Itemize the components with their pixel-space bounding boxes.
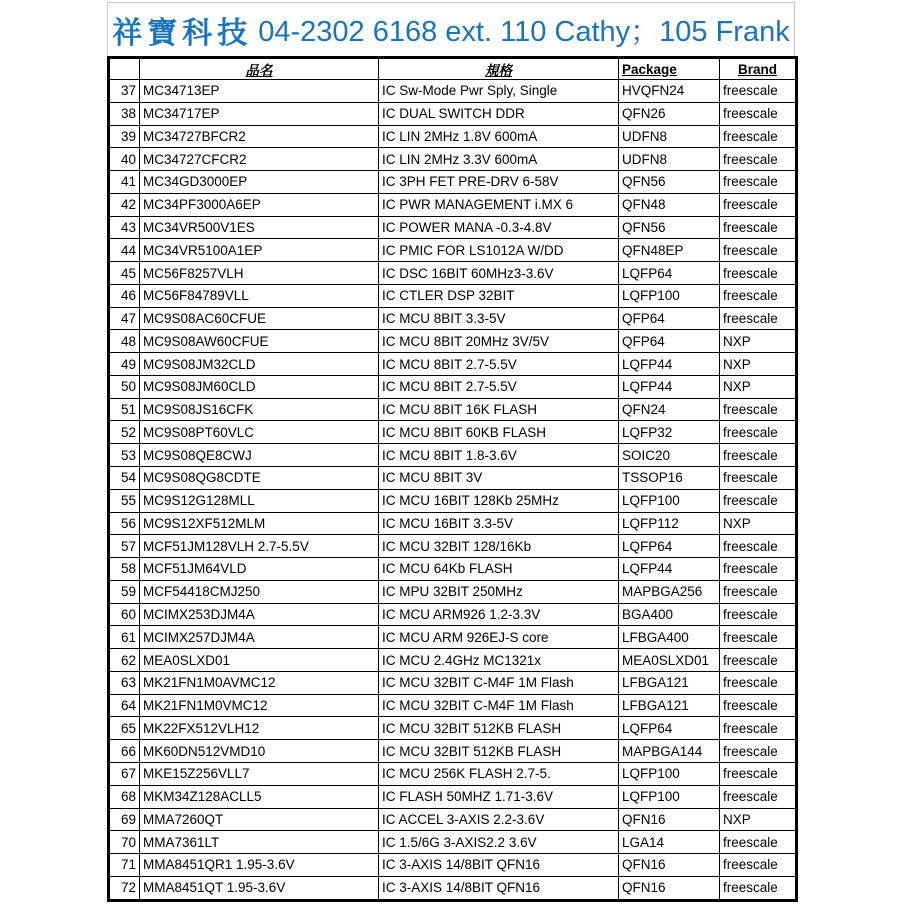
part-package: BGA400 — [619, 603, 720, 626]
row-number: 44 — [109, 239, 140, 262]
part-brand: freescale — [720, 307, 797, 330]
table-row — [109, 125, 797, 148]
part-spec: IC CTLER DSP 32BIT — [379, 284, 619, 307]
part-brand: freescale — [720, 626, 797, 649]
row-number: 64 — [109, 694, 140, 717]
part-name: MC34727BFCR2 — [140, 125, 379, 148]
part-name: MCIMX257DJM4A — [140, 626, 379, 649]
part-name: MMA8451QR1 1.95-3.6V — [140, 854, 379, 877]
part-brand: freescale — [720, 558, 797, 581]
row-number: 52 — [109, 421, 140, 444]
part-brand: freescale — [720, 102, 797, 125]
part-name: MC9S08PT60VLC — [140, 421, 379, 444]
table-row — [109, 216, 797, 239]
part-package: LQFP44 — [619, 558, 720, 581]
part-package: MAPBGA256 — [619, 580, 720, 603]
part-name: MC9S08JS16CFK — [140, 398, 379, 421]
row-number: 57 — [109, 535, 140, 558]
part-name: MC9S08JM60CLD — [140, 375, 379, 398]
part-package: LFBGA400 — [619, 626, 720, 649]
table-row — [109, 307, 797, 330]
part-spec: IC 3-AXIS 14/8BIT QFN16 — [379, 876, 619, 900]
row-number: 39 — [109, 125, 140, 148]
table-row — [109, 740, 797, 763]
part-name: MCF51JM128VLH 2.7-5.5V — [140, 535, 379, 558]
part-brand: NXP — [720, 512, 797, 535]
part-package: QFN48EP — [619, 239, 720, 262]
part-spec: IC FLASH 50MHZ 1.71-3.6V — [379, 785, 619, 808]
row-number: 59 — [109, 580, 140, 603]
part-package: QFN56 — [619, 171, 720, 194]
part-spec: IC LIN 2MHz 1.8V 600mA — [379, 125, 619, 148]
part-package: MEA0SLXD01 — [619, 649, 720, 672]
part-name: MMA7260QT — [140, 808, 379, 831]
part-name: MC56F8257VLH — [140, 262, 379, 285]
table-row — [109, 808, 797, 831]
part-spec: IC MCU 2.4GHz MC1321x — [379, 649, 619, 672]
part-name: MC34727CFCR2 — [140, 148, 379, 171]
row-number: 49 — [109, 353, 140, 376]
part-name: MC34PF3000A6EP — [140, 193, 379, 216]
row-number: 41 — [109, 171, 140, 194]
part-package: LQFP100 — [619, 284, 720, 307]
table-row — [109, 375, 797, 398]
part-brand: freescale — [720, 740, 797, 763]
part-spec: IC MCU 16BIT 3.3-5V — [379, 512, 619, 535]
part-spec: IC MCU ARM926 1.2-3.3V — [379, 603, 619, 626]
part-brand: freescale — [720, 831, 797, 854]
part-brand: NXP — [720, 808, 797, 831]
part-name: MC9S12G128MLL — [140, 489, 379, 512]
table-row — [109, 694, 797, 717]
part-package: LFBGA121 — [619, 694, 720, 717]
part-package: QFN16 — [619, 808, 720, 831]
page-title — [107, 2, 795, 56]
part-spec: IC POWER MANA -0.3-4.8V — [379, 216, 619, 239]
part-spec: IC MCU 8BIT 3V — [379, 467, 619, 490]
part-spec: IC 1.5/6G 3-AXIS2.2 3.6V — [379, 831, 619, 854]
table-row — [109, 535, 797, 558]
header-brand: Brand — [720, 58, 797, 80]
row-number: 37 — [109, 80, 140, 103]
contact-info: 04-2302 6168 ext. 110 Cathy；105 Frank — [258, 16, 790, 48]
table-header-row — [109, 58, 797, 80]
part-package: HVQFN24 — [619, 80, 720, 103]
part-name: MC9S08AW60CFUE — [140, 330, 379, 353]
part-package: QFN24 — [619, 398, 720, 421]
part-name: MC9S08QG8CDTE — [140, 467, 379, 490]
table-row — [109, 444, 797, 467]
part-name: MKM34Z128ACLL5 — [140, 785, 379, 808]
table-row — [109, 421, 797, 444]
part-spec: IC 3PH FET PRE-DRV 6-58V — [379, 171, 619, 194]
part-name: MC9S08JM32CLD — [140, 353, 379, 376]
row-number: 56 — [109, 512, 140, 535]
row-number: 42 — [109, 193, 140, 216]
part-spec: IC MCU 8BIT 60KB FLASH — [379, 421, 619, 444]
part-package: LQFP32 — [619, 421, 720, 444]
part-spec: IC MCU 32BIT 512KB FLASH — [379, 740, 619, 763]
header-row-number — [109, 58, 140, 80]
part-name: MC9S12XF512MLM — [140, 512, 379, 535]
part-name: MMA8451QT 1.95-3.6V — [140, 876, 379, 900]
table-row — [109, 467, 797, 490]
part-package: LQFP100 — [619, 762, 720, 785]
part-brand: freescale — [720, 876, 797, 900]
part-brand: freescale — [720, 535, 797, 558]
part-name: MMA7361LT — [140, 831, 379, 854]
part-brand: freescale — [720, 603, 797, 626]
table-row — [109, 876, 797, 900]
part-package: LGA14 — [619, 831, 720, 854]
part-spec: IC PMIC FOR LS1012A W/DD — [379, 239, 619, 262]
part-name: MC34VR500V1ES — [140, 216, 379, 239]
table-row — [109, 102, 797, 125]
part-name: MK21FN1M0AVMC12 — [140, 671, 379, 694]
part-brand: freescale — [720, 717, 797, 740]
part-spec: IC MPU 32BIT 250MHz — [379, 580, 619, 603]
part-brand: freescale — [720, 762, 797, 785]
part-spec: IC MCU 32BIT C-M4F 1M Flash — [379, 671, 619, 694]
table-row — [109, 558, 797, 581]
part-brand: freescale — [720, 444, 797, 467]
row-number: 66 — [109, 740, 140, 763]
row-number: 69 — [109, 808, 140, 831]
part-brand: freescale — [720, 671, 797, 694]
part-spec: IC DSC 16BIT 60MHz3-3.6V — [379, 262, 619, 285]
part-package: LQFP100 — [619, 785, 720, 808]
part-spec: IC 3-AXIS 14/8BIT QFN16 — [379, 854, 619, 877]
part-spec: IC MCU 8BIT 1.8-3.6V — [379, 444, 619, 467]
row-number: 43 — [109, 216, 140, 239]
part-spec: IC MCU 32BIT C-M4F 1M Flash — [379, 694, 619, 717]
part-name: MK21FN1M0VMC12 — [140, 694, 379, 717]
table-row — [109, 330, 797, 353]
part-name: MC9S08QE8CWJ — [140, 444, 379, 467]
table-row — [109, 603, 797, 626]
part-brand: NXP — [720, 375, 797, 398]
parts-table — [107, 56, 798, 902]
part-brand: NXP — [720, 353, 797, 376]
part-package: QFN16 — [619, 876, 720, 900]
header-part-name: 品名 — [140, 58, 379, 80]
part-brand: freescale — [720, 467, 797, 490]
part-brand: freescale — [720, 148, 797, 171]
header-package: Package — [619, 58, 720, 80]
part-brand: freescale — [720, 284, 797, 307]
part-package: SOIC20 — [619, 444, 720, 467]
part-spec: IC MCU 64Kb FLASH — [379, 558, 619, 581]
row-number: 67 — [109, 762, 140, 785]
row-number: 72 — [109, 876, 140, 900]
part-brand: freescale — [720, 489, 797, 512]
part-package: MAPBGA144 — [619, 740, 720, 763]
table-row — [109, 171, 797, 194]
part-brand: freescale — [720, 421, 797, 444]
part-package: LQFP100 — [619, 489, 720, 512]
part-package: QFP64 — [619, 330, 720, 353]
part-spec: IC Sw-Mode Pwr Sply, Single — [379, 80, 619, 103]
part-spec: IC MCU 8BIT 20MHz 3V/5V — [379, 330, 619, 353]
part-spec: IC MCU 32BIT 512KB FLASH — [379, 717, 619, 740]
row-number: 61 — [109, 626, 140, 649]
part-brand: freescale — [720, 239, 797, 262]
part-spec: IC MCU 8BIT 2.7-5.5V — [379, 353, 619, 376]
part-name: MC34VR5100A1EP — [140, 239, 379, 262]
row-number: 46 — [109, 284, 140, 307]
part-package: LQFP64 — [619, 262, 720, 285]
price-list-sheet — [107, 2, 795, 902]
row-number: 50 — [109, 375, 140, 398]
part-spec: IC ACCEL 3-AXIS 2.2-3.6V — [379, 808, 619, 831]
part-spec: IC PWR MANAGEMENT i.MX 6 — [379, 193, 619, 216]
part-spec: IC MCU 8BIT 3.3-5V — [379, 307, 619, 330]
part-brand: freescale — [720, 80, 797, 103]
table-row — [109, 353, 797, 376]
table-row — [109, 193, 797, 216]
row-number: 47 — [109, 307, 140, 330]
part-name: MC9S08AC60CFUE — [140, 307, 379, 330]
table-row — [109, 398, 797, 421]
part-brand: freescale — [720, 262, 797, 285]
table-row — [109, 148, 797, 171]
part-name: MC34713EP — [140, 80, 379, 103]
part-name: MC34717EP — [140, 102, 379, 125]
company-name: 祥寶科技 — [112, 15, 253, 51]
row-number: 65 — [109, 717, 140, 740]
table-row — [109, 80, 797, 103]
part-name: MC56F84789VLL — [140, 284, 379, 307]
row-number: 48 — [109, 330, 140, 353]
part-brand: freescale — [720, 694, 797, 717]
part-spec: IC MCU 16BIT 128Kb 25MHz — [379, 489, 619, 512]
part-brand: freescale — [720, 785, 797, 808]
row-number: 62 — [109, 649, 140, 672]
part-brand: freescale — [720, 398, 797, 421]
part-package: QFN56 — [619, 216, 720, 239]
header-spec: 規格 — [379, 58, 619, 80]
part-name: MK22FX512VLH12 — [140, 717, 379, 740]
part-package: QFN26 — [619, 102, 720, 125]
table-row — [109, 831, 797, 854]
part-spec: IC MCU 8BIT 16K FLASH — [379, 398, 619, 421]
part-package: QFP64 — [619, 307, 720, 330]
table-row — [109, 762, 797, 785]
row-number: 71 — [109, 854, 140, 877]
part-package: LQFP44 — [619, 353, 720, 376]
table-row — [109, 284, 797, 307]
part-package: LFBGA121 — [619, 671, 720, 694]
part-name: MEA0SLXD01 — [140, 649, 379, 672]
table-row — [109, 717, 797, 740]
table-row — [109, 489, 797, 512]
part-spec: IC MCU 32BIT 128/16Kb — [379, 535, 619, 558]
part-brand: freescale — [720, 854, 797, 877]
part-name: MKE15Z256VLL7 — [140, 762, 379, 785]
part-package: QFN48 — [619, 193, 720, 216]
part-brand: freescale — [720, 649, 797, 672]
row-number: 45 — [109, 262, 140, 285]
table-row — [109, 262, 797, 285]
part-name: MC34GD3000EP — [140, 171, 379, 194]
table-row — [109, 785, 797, 808]
row-number: 38 — [109, 102, 140, 125]
part-brand: NXP — [720, 330, 797, 353]
table-row — [109, 239, 797, 262]
part-package: LQFP64 — [619, 717, 720, 740]
table-row — [109, 626, 797, 649]
part-spec: IC MCU ARM 926EJ-S core — [379, 626, 619, 649]
part-package: LQFP112 — [619, 512, 720, 535]
part-name: MCIMX253DJM4A — [140, 603, 379, 626]
part-package: LQFP44 — [619, 375, 720, 398]
part-package: UDFN8 — [619, 148, 720, 171]
part-package: UDFN8 — [619, 125, 720, 148]
part-brand: freescale — [720, 171, 797, 194]
row-number: 63 — [109, 671, 140, 694]
part-name: MCF51JM64VLD — [140, 558, 379, 581]
row-number: 68 — [109, 785, 140, 808]
row-number: 40 — [109, 148, 140, 171]
part-spec: IC MCU 256K FLASH 2.7-5. — [379, 762, 619, 785]
row-number: 60 — [109, 603, 140, 626]
table-row — [109, 649, 797, 672]
part-name: MK60DN512VMD10 — [140, 740, 379, 763]
table-body — [109, 80, 797, 901]
part-package: LQFP64 — [619, 535, 720, 558]
row-number: 70 — [109, 831, 140, 854]
part-name: MCF54418CMJ250 — [140, 580, 379, 603]
part-brand: freescale — [720, 216, 797, 239]
part-brand: freescale — [720, 193, 797, 216]
part-package: QFN16 — [619, 854, 720, 877]
table-row — [109, 580, 797, 603]
table-row — [109, 671, 797, 694]
row-number: 53 — [109, 444, 140, 467]
part-spec: IC DUAL SWITCH DDR — [379, 102, 619, 125]
part-brand: freescale — [720, 125, 797, 148]
part-spec: IC MCU 8BIT 2.7-5.5V — [379, 375, 619, 398]
row-number: 51 — [109, 398, 140, 421]
row-number: 58 — [109, 558, 140, 581]
part-package: TSSOP16 — [619, 467, 720, 490]
part-brand: freescale — [720, 580, 797, 603]
row-number: 55 — [109, 489, 140, 512]
table-row — [109, 854, 797, 877]
part-spec: IC LIN 2MHz 3.3V 600mA — [379, 148, 619, 171]
row-number: 54 — [109, 467, 140, 490]
table-row — [109, 512, 797, 535]
